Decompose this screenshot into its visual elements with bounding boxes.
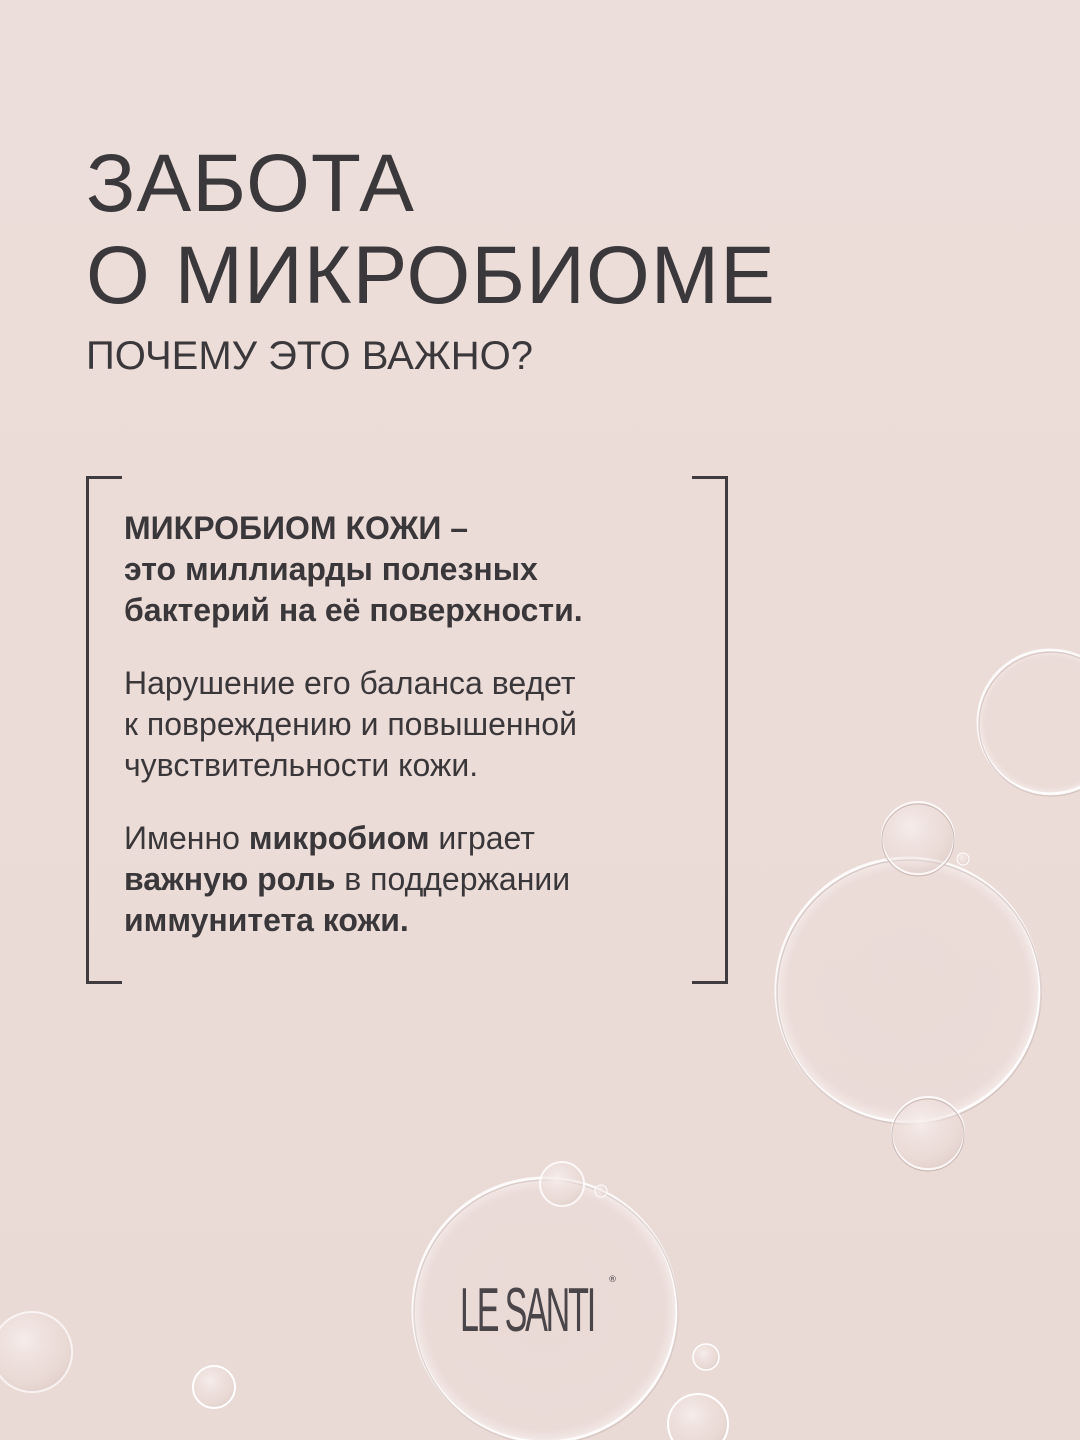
role-line-2: [124, 859, 684, 900]
definition-line-1: МИКРОБИОМ КОЖИ –: [124, 510, 469, 546]
page-subtitle: ПОЧЕМУ ЭТО ВАЖНО?: [86, 334, 533, 378]
registered-mark: ®: [608, 1275, 617, 1285]
definition-line-3: бактерий на её поверхности.: [124, 592, 583, 628]
imbalance-line-3: чувствительности кожи.: [124, 747, 479, 783]
role-line-3: иммунитета кожи.: [124, 902, 409, 938]
bracket-left: [86, 476, 122, 984]
role-bold-important: важную роль: [124, 861, 336, 897]
role-line-1: [124, 818, 684, 859]
definition-paragraph: [124, 508, 684, 631]
brand-logo: LE SANTI: [460, 1276, 595, 1345]
info-text-block: [124, 508, 684, 973]
title-line-1: ЗАБОТА: [86, 138, 415, 229]
definition-line-2: это миллиарды полезных: [124, 551, 538, 587]
page-title: [86, 138, 776, 322]
bracket-right: [692, 476, 728, 984]
bubble-small-upper: [882, 802, 969, 876]
role-text-c: в поддержании: [335, 861, 571, 897]
bubble-ring-top-right: [978, 650, 1080, 796]
title-line-2: О МИКРОБИОМЕ: [86, 230, 776, 321]
imbalance-line-2: к повреждению и повышенной: [124, 706, 577, 742]
imbalance-paragraph: [124, 663, 684, 786]
role-text-b: играет: [429, 820, 535, 856]
role-bold-microbiome: микробиом: [248, 820, 430, 856]
bubble-ring-large: [776, 858, 1041, 1124]
role-text-a: Именно: [124, 820, 249, 856]
bubble-small-lower: [892, 1097, 964, 1171]
role-paragraph: [124, 818, 684, 941]
imbalance-line-1: Нарушение его баланса ведет: [124, 665, 576, 701]
